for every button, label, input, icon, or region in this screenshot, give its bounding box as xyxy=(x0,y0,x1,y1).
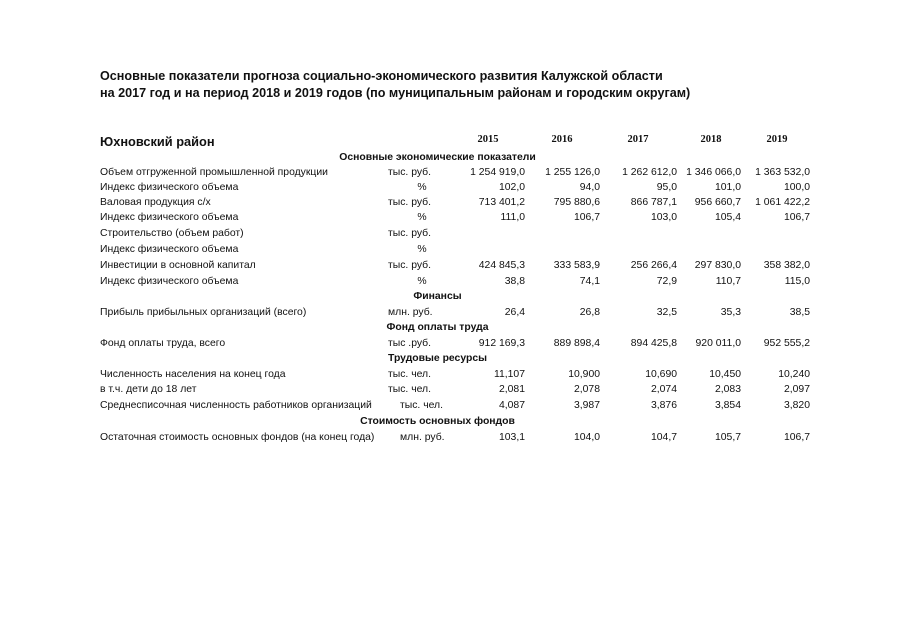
value-2015: 111,0 xyxy=(500,212,525,223)
table-row xyxy=(0,338,905,353)
year-header-2016: 2016 xyxy=(551,134,573,145)
row-unit: тыс. чел. xyxy=(400,400,443,411)
value-2019: 1 061 422,2 xyxy=(755,197,810,208)
year-header-2018: 2018 xyxy=(700,134,722,145)
value-2016: 889 898,4 xyxy=(553,338,600,349)
table-row xyxy=(0,400,905,415)
value-2016: 106,7 xyxy=(573,212,600,223)
value-2018: 297 830,0 xyxy=(694,260,741,271)
title-line-1: Основные показатели прогноза социально-экономического развития Калужской области xyxy=(100,69,663,83)
row-label: Фонд оплаты труда, всего xyxy=(100,338,226,349)
section-economic: Основные экономические показатели xyxy=(339,152,536,163)
row-label: Индекс физического объема xyxy=(100,212,239,223)
value-2018: 110,7 xyxy=(715,276,741,287)
value-2019: 106,7 xyxy=(783,432,810,443)
row-unit: % xyxy=(417,182,427,193)
section-funds: Стоимость основных фондов xyxy=(360,416,515,427)
value-2019: 115,0 xyxy=(784,276,810,287)
value-2015: 1 254 919,0 xyxy=(470,167,525,178)
value-2018: 3,854 xyxy=(714,400,741,411)
value-2015: 26,4 xyxy=(504,307,525,318)
table-row xyxy=(0,260,905,275)
row-label: Прибыль прибыльных организаций (всего) xyxy=(100,307,307,318)
value-2019: 3,820 xyxy=(783,400,810,411)
document-title xyxy=(100,68,820,102)
value-2018: 956 660,7 xyxy=(694,197,741,208)
value-2015: 102,0 xyxy=(498,182,525,193)
row-unit: млн. руб. xyxy=(388,307,433,318)
value-2019: 952 555,2 xyxy=(763,338,810,349)
table-row xyxy=(0,369,905,384)
value-2016: 1 255 126,0 xyxy=(545,167,600,178)
row-label: Индекс физического объема xyxy=(100,182,239,193)
value-2015: 11,107 xyxy=(493,369,525,380)
value-2017: 72,9 xyxy=(656,276,677,287)
value-2016: 104,0 xyxy=(573,432,600,443)
row-unit: % xyxy=(417,276,427,287)
value-2019: 358 382,0 xyxy=(763,260,810,271)
table-row xyxy=(0,167,905,182)
table-row xyxy=(0,384,905,399)
value-2018: 105,4 xyxy=(714,212,741,223)
row-unit: тыс. руб. xyxy=(388,260,432,271)
value-2016: 94,0 xyxy=(579,182,600,193)
value-2017: 894 425,8 xyxy=(630,338,677,349)
value-2019: 1 363 532,0 xyxy=(755,167,810,178)
value-2017: 3,876 xyxy=(650,400,677,411)
row-label: Среднесписочная численность работников организаций xyxy=(100,400,372,411)
table-row xyxy=(0,197,905,212)
row-label: Строительство (объем работ) xyxy=(100,228,244,239)
value-2018: 35,3 xyxy=(720,307,741,318)
value-2016: 74,1 xyxy=(579,276,600,287)
table-row xyxy=(0,182,905,197)
value-2019: 10,240 xyxy=(778,369,810,380)
value-2019: 106,7 xyxy=(783,212,810,223)
table-row xyxy=(0,432,905,447)
value-2015: 713 401,2 xyxy=(478,197,525,208)
value-2018: 2,083 xyxy=(714,384,741,395)
value-2016: 3,987 xyxy=(573,400,600,411)
table-row xyxy=(0,307,905,322)
value-2017: 95,0 xyxy=(656,182,677,193)
value-2017: 2,074 xyxy=(650,384,677,395)
table-row xyxy=(0,212,905,227)
section-labor: Трудовые ресурсы xyxy=(388,353,487,364)
section-finance: Финансы xyxy=(413,291,462,302)
value-2015: 103,1 xyxy=(498,432,525,443)
value-2017: 1 262 612,0 xyxy=(622,167,677,178)
year-header-2019: 2019 xyxy=(766,134,788,145)
value-2015: 912 169,3 xyxy=(478,338,525,349)
row-unit: тыс. руб. xyxy=(388,167,432,178)
row-label: Остаточная стоимость основных фондов (на конец года) xyxy=(100,432,375,443)
table-row xyxy=(0,244,905,259)
value-2016: 2,078 xyxy=(573,384,600,395)
section-payroll: Фонд оплаты труда xyxy=(386,322,489,333)
row-unit: тыс .руб. xyxy=(388,338,432,349)
value-2015: 2,081 xyxy=(498,384,525,395)
value-2017: 103,0 xyxy=(650,212,677,223)
row-label: Индекс физического объема xyxy=(100,276,239,287)
row-label: Численность населения на конец года xyxy=(100,369,286,380)
value-2018: 101,0 xyxy=(714,182,741,193)
value-2018: 105,7 xyxy=(714,432,741,443)
value-2016: 795 880,6 xyxy=(553,197,600,208)
value-2019: 38,5 xyxy=(789,307,810,318)
row-unit: % xyxy=(417,212,427,223)
district-name: Юхновский район xyxy=(100,134,215,149)
row-unit: тыс. руб. xyxy=(388,197,432,208)
row-unit: % xyxy=(417,244,427,255)
row-label: Индекс физического объема xyxy=(100,244,239,255)
year-header-2017: 2017 xyxy=(627,134,649,145)
value-2015: 38,8 xyxy=(504,276,525,287)
value-2016: 10,900 xyxy=(568,369,600,380)
row-label: Валовая продукция с/х xyxy=(100,197,211,208)
value-2018: 920 011,0 xyxy=(695,338,741,349)
value-2015: 4,087 xyxy=(498,400,525,411)
value-2016: 333 583,9 xyxy=(553,260,600,271)
row-label: Объем отгруженной промышленной продукции xyxy=(100,167,328,178)
value-2017: 256 266,4 xyxy=(630,260,677,271)
row-label: Инвестиции в основной капитал xyxy=(100,260,256,271)
value-2017: 866 787,1 xyxy=(630,197,677,208)
value-2017: 10,690 xyxy=(645,369,677,380)
row-unit: тыс. чел. xyxy=(388,384,431,395)
row-unit: млн. руб. xyxy=(400,432,445,443)
value-2017: 104,7 xyxy=(650,432,677,443)
value-2016: 26,8 xyxy=(579,307,600,318)
title-line-2: на 2017 год и на период 2018 и 2019 годов (по муниципальным районам и городским округам) xyxy=(100,86,691,100)
table-row xyxy=(0,228,905,243)
table-row xyxy=(0,276,905,291)
row-label: в т.ч. дети до 18 лет xyxy=(100,384,197,395)
value-2017: 32,5 xyxy=(656,307,677,318)
value-2015: 424 845,3 xyxy=(478,260,525,271)
year-header-2015: 2015 xyxy=(477,134,499,145)
value-2018: 10,450 xyxy=(709,369,741,380)
row-unit: тыс. чел. xyxy=(388,369,431,380)
value-2019: 2,097 xyxy=(783,384,810,395)
value-2018: 1 346 066,0 xyxy=(686,167,741,178)
row-unit: тыс. руб. xyxy=(388,228,432,239)
value-2019: 100,0 xyxy=(783,182,810,193)
